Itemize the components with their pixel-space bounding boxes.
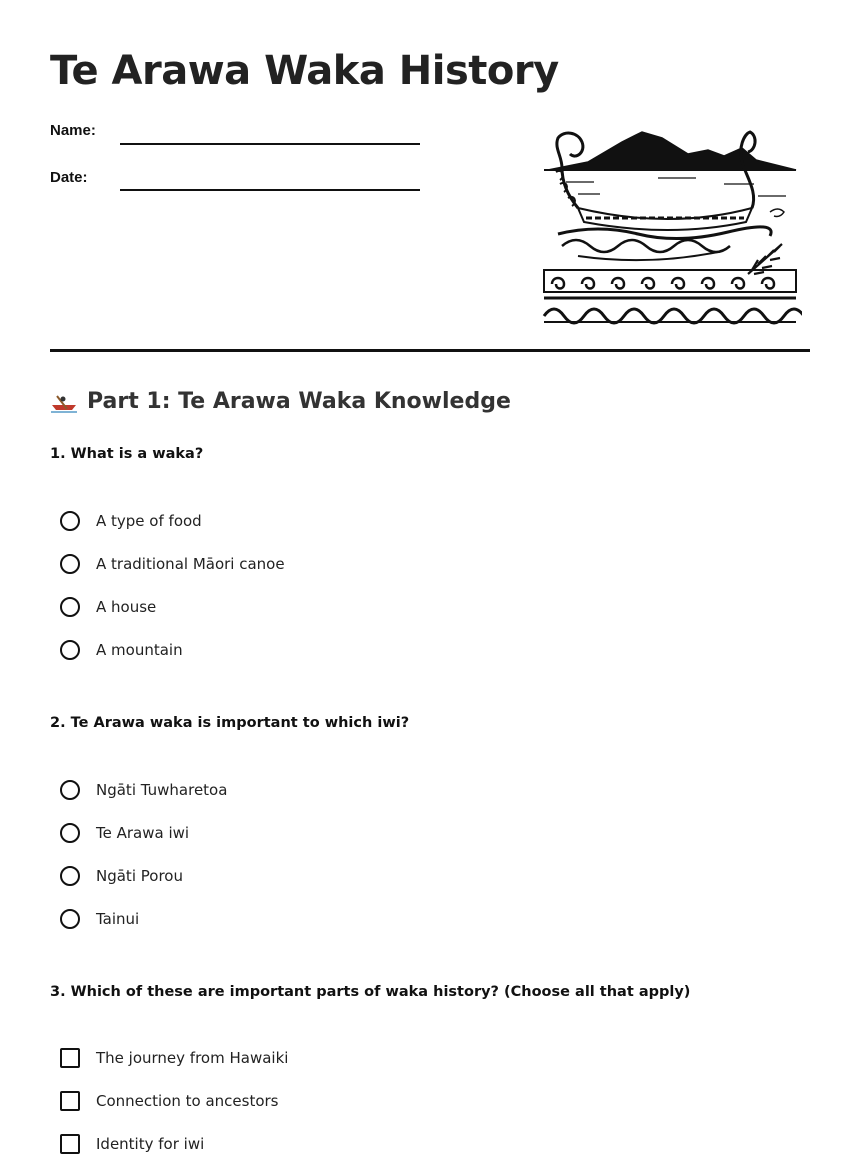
question-2: 2. Te Arawa waka is important to which iwi? xyxy=(50,715,410,731)
radio-button[interactable] xyxy=(60,554,80,574)
q1-option-1[interactable] xyxy=(60,511,202,531)
q2-option-1[interactable] xyxy=(60,780,227,800)
date-field[interactable] xyxy=(120,189,420,191)
option-label: A house xyxy=(96,598,157,616)
radio-button[interactable] xyxy=(60,780,80,800)
radio-button[interactable] xyxy=(60,909,80,929)
q3-option-2[interactable] xyxy=(60,1091,279,1111)
question-3: 3. Which of these are important parts of waka history? (Choose all that apply) xyxy=(50,984,691,1000)
q1-option-3[interactable] xyxy=(60,597,156,617)
option-label: The journey from Hawaiki xyxy=(96,1049,289,1067)
radio-button[interactable] xyxy=(60,511,80,531)
q2-option-4[interactable] xyxy=(60,909,139,929)
q2-option-3[interactable] xyxy=(60,866,183,886)
radio-button[interactable] xyxy=(60,640,80,660)
option-label: A mountain xyxy=(96,641,183,659)
canoe-icon xyxy=(50,390,78,414)
checkbox[interactable] xyxy=(60,1048,80,1068)
q2-option-2[interactable] xyxy=(60,823,189,843)
q3-option-1[interactable] xyxy=(60,1048,288,1068)
radio-button[interactable] xyxy=(60,597,80,617)
radio-button[interactable] xyxy=(60,823,80,843)
question-1: 1. What is a waka? xyxy=(50,446,204,462)
waka-illustration xyxy=(538,126,802,326)
name-label: Name: xyxy=(50,122,96,139)
checkbox[interactable] xyxy=(60,1091,80,1111)
section-heading-part-1 xyxy=(50,389,511,414)
option-label: Tainui xyxy=(96,910,140,928)
page-title: Te Arawa Waka History xyxy=(50,48,559,94)
option-label: A traditional Māori canoe xyxy=(96,555,285,573)
option-label: A type of food xyxy=(96,512,202,530)
option-label: Ngāti Porou xyxy=(96,867,183,885)
option-label: Connection to ancestors xyxy=(96,1092,279,1110)
radio-button[interactable] xyxy=(60,866,80,886)
option-label: Te Arawa iwi xyxy=(96,824,190,842)
q1-option-4[interactable] xyxy=(60,640,183,660)
name-field[interactable] xyxy=(120,143,420,145)
option-label: Identity for iwi xyxy=(96,1135,205,1153)
checkbox[interactable] xyxy=(60,1134,80,1154)
divider xyxy=(50,349,810,352)
q3-option-3[interactable] xyxy=(60,1134,204,1154)
option-label: Ngāti Tuwharetoa xyxy=(96,781,228,799)
section-heading-text: Part 1: Te Arawa Waka Knowledge xyxy=(87,389,511,414)
q1-option-2[interactable] xyxy=(60,554,285,574)
date-label: Date: xyxy=(50,169,88,186)
